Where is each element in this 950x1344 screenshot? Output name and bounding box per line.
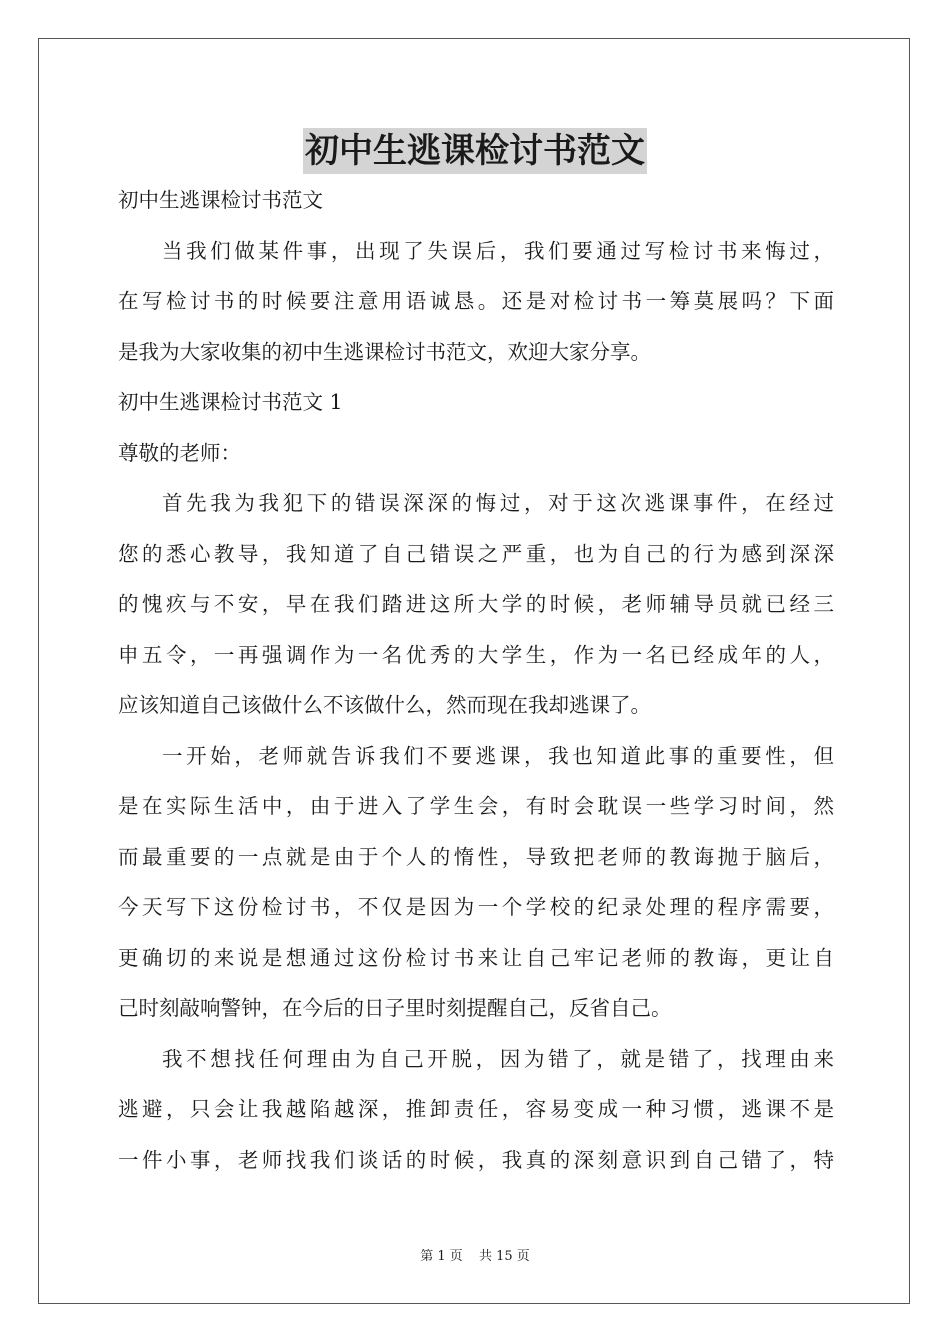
text-line: 己时刻敲响警钟，在今后的日子里时刻提醒自己，反省自己。 <box>118 996 672 1020</box>
text-line: 初中生逃课检讨书范文 1 <box>118 390 343 414</box>
page-total: 共 15 页 <box>478 1249 530 1264</box>
text-line: 是在实际生活中，由于进入了学生会，有时会耽误一些学习时间，然 <box>118 794 834 818</box>
text-line: 在写检讨书的时候要注意用语诚恳。还是对检讨书一筹莫展吗？下面 <box>118 289 834 313</box>
text-line: 申五令，一再强调作为一名优秀的大学生，作为一名已经成年的人， <box>118 642 834 667</box>
page-number: 第 1 页 <box>420 1249 463 1264</box>
page-footer <box>0 1245 950 1264</box>
text-line: 首先我为我犯下的错误深深的悔过，对于这次逃课事件，在经过 <box>162 491 834 515</box>
text-line: 的愧疚与不安，早在我们踏进这所大学的时候，老师辅导员就已经三 <box>118 592 834 616</box>
text-line: 一开始，老师就告诉我们不要逃课，我也知道此事的重要性，但 <box>162 743 834 768</box>
title-container <box>0 128 950 174</box>
text-line: 是我为大家收集的初中生逃课检讨书范文，欢迎大家分享。 <box>118 339 651 364</box>
text-line: 我不想找任何理由为自己开脱，因为错了，就是错了，找理由来 <box>162 1046 834 1071</box>
text-line: 今天写下这份检讨书，不仅是因为一个学校的纪录处理的程序需要， <box>118 895 834 919</box>
text-line: 逃避，只会让我越陷越深，推卸责任，容易变成一种习惯，逃课不是 <box>118 1097 834 1121</box>
text-line: 尊敬的老师： <box>118 440 241 465</box>
text-line: 初中生逃课检讨书范文 <box>118 188 323 212</box>
document-title: 初中生逃课检讨书范文 <box>303 128 647 174</box>
text-line: 一件小事，老师找我们谈话的时候，我真的深刻意识到自己错了，特 <box>118 1147 834 1172</box>
text-line: 而最重要的一点就是由于个人的惰性，导致把老师的教诲抛于脑后， <box>118 844 834 869</box>
text-line: 当我们做某件事，出现了失误后，我们要通过写检讨书来悔过， <box>162 238 834 263</box>
text-line: 应该知道自己该做什么不该做什么，然而现在我却逃课了。 <box>118 693 651 717</box>
text-line: 更确切的来说是想通过这份检讨书来让自己牢记老师的教诲，更让自 <box>118 945 834 970</box>
document-body <box>118 180 834 1190</box>
text-line: 您的悉心教导，我知道了自己错误之严重，也为自己的行为感到深深 <box>118 541 834 566</box>
